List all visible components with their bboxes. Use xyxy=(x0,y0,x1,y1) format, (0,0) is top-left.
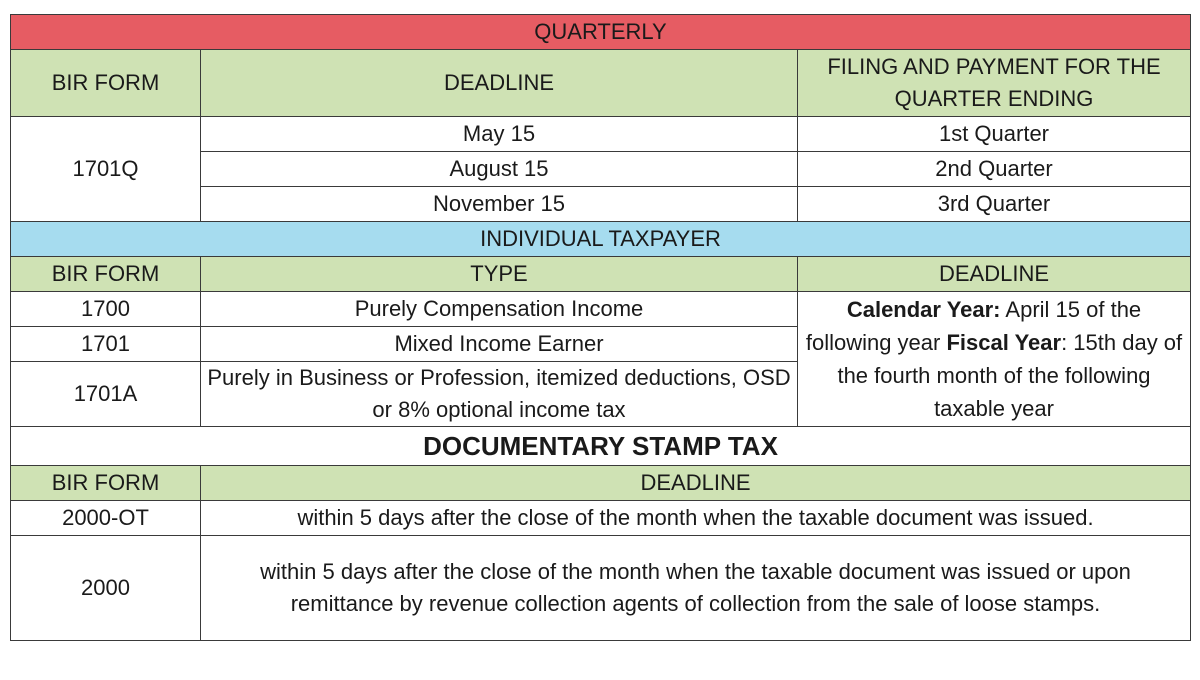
calendar-year-label: Calendar Year: xyxy=(846,297,1001,322)
quarterly-quarter-3: 3rd Quarter xyxy=(798,187,1191,222)
quarterly-form-1701q: 1701Q xyxy=(11,117,201,222)
calendar-year-text: April 15 of the following year xyxy=(805,297,1142,355)
quarterly-deadline-1: May 15 xyxy=(201,117,798,152)
documentary-header-form: BIR FORM xyxy=(11,466,201,501)
individual-form-1701a: 1701A xyxy=(11,362,201,427)
documentary-form-2000-ot: 2000-OT xyxy=(11,501,201,536)
documentary-deadline-2000: within 5 days after the close of the month when the taxable document was issued or upon remittance by revenue collection agents of collection from the sale of loose stamps. xyxy=(201,536,1191,641)
individual-section-title: INDIVIDUAL TAXPAYER xyxy=(11,222,1191,257)
individual-type-1701: Mixed Income Earner xyxy=(201,327,798,362)
individual-form-1701: 1701 xyxy=(11,327,201,362)
individual-type-1700: Purely Compensation Income xyxy=(201,292,798,327)
quarterly-deadline-3: November 15 xyxy=(201,187,798,222)
quarterly-deadline-2: August 15 xyxy=(201,152,798,187)
quarterly-header-quarter: FILING AND PAYMENT FOR THE QUARTER ENDING xyxy=(798,50,1191,117)
quarterly-quarter-1: 1st Quarter xyxy=(798,117,1191,152)
quarterly-section-title: QUARTERLY xyxy=(11,15,1191,50)
fiscal-year-label: Fiscal Year xyxy=(946,330,1062,355)
individual-header-type: TYPE xyxy=(201,257,798,292)
bir-deadlines-table xyxy=(10,14,1191,641)
individual-deadline-cell xyxy=(798,292,1191,427)
documentary-form-2000: 2000 xyxy=(11,536,201,641)
individual-header-deadline: DEADLINE xyxy=(798,257,1191,292)
quarterly-header-deadline: DEADLINE xyxy=(201,50,798,117)
individual-form-1700: 1700 xyxy=(11,292,201,327)
individual-header-form: BIR FORM xyxy=(11,257,201,292)
documentary-deadline-2000-ot: within 5 days after the close of the month when the taxable document was issued. xyxy=(201,501,1191,536)
documentary-section-title: DOCUMENTARY STAMP TAX xyxy=(11,427,1191,466)
quarterly-quarter-2: 2nd Quarter xyxy=(798,152,1191,187)
documentary-header-deadline: DEADLINE xyxy=(201,466,1191,501)
individual-type-1701a: Purely in Business or Profession, itemized deductions, OSD or 8% optional income tax xyxy=(201,362,798,427)
fiscal-year-text: : 15th day of the fourth month of the following taxable year xyxy=(837,330,1183,421)
quarterly-header-form: BIR FORM xyxy=(11,50,201,117)
